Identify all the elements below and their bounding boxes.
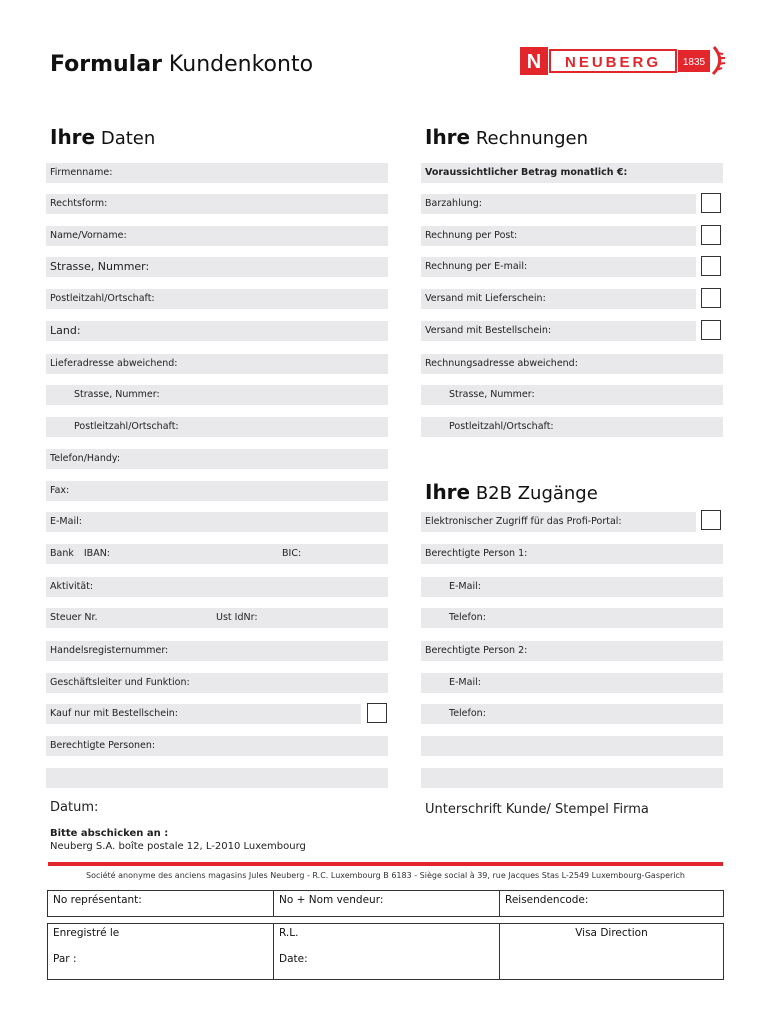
- field-person2[interactable]: Berechtigte Person 2:: [421, 641, 723, 661]
- checkbox-rechnung-post[interactable]: [701, 225, 721, 245]
- bic-label: BIC:: [282, 548, 302, 559]
- field-rechnung-strasse[interactable]: Strasse, Nummer:: [421, 385, 723, 405]
- field-lieferadresse[interactable]: Lieferadresse abweichend:: [46, 354, 388, 374]
- field-aktivitaet[interactable]: Aktivität:: [46, 577, 388, 597]
- label-bestellschein: Versand mit Bestellschein:: [421, 321, 696, 341]
- svg-text:NEUBERG: NEUBERG: [564, 54, 662, 71]
- field-telefon[interactable]: Telefon/Handy:: [46, 449, 388, 469]
- field-handelsregister[interactable]: Handelsregisternummer:: [46, 641, 388, 661]
- cell-no-vendeur[interactable]: No + Nom vendeur:: [274, 891, 500, 917]
- checkbox-lieferschein[interactable]: [701, 288, 721, 308]
- form-title: Formular Kundenkonto: [50, 52, 314, 77]
- field-person1-email[interactable]: E-Mail:: [421, 577, 723, 597]
- label-barzahlung: Barzahlung:: [421, 194, 696, 214]
- field-berechtigte-extra[interactable]: [46, 768, 388, 788]
- svg-text:N: N: [526, 51, 542, 73]
- ust-label: Ust IdNr:: [216, 612, 258, 623]
- field-rechnung-plz[interactable]: Postleitzahl/Ortschaft:: [421, 417, 723, 437]
- field-person1[interactable]: Berechtigte Person 1:: [421, 544, 723, 564]
- field-firmenname[interactable]: Firmenname:: [46, 163, 388, 183]
- cell-enregistre[interactable]: Enregistré le Par :: [48, 924, 274, 980]
- field-steuer[interactable]: Steuer Nr. Ust IdNr:: [46, 608, 388, 628]
- field-fax[interactable]: Fax:: [46, 481, 388, 501]
- field-person2-email[interactable]: E-Mail:: [421, 673, 723, 693]
- field-liefer-plz[interactable]: Postleitzahl/Ortschaft:: [46, 417, 388, 437]
- checkbox-kauf-bestellschein[interactable]: [367, 703, 387, 723]
- field-plz-ort[interactable]: Postleitzahl/Ortschaft:: [46, 289, 388, 309]
- field-berechtigte-personen[interactable]: Berechtigte Personen:: [46, 736, 388, 756]
- checkbox-bestellschein[interactable]: [701, 320, 721, 340]
- field-liefer-strasse[interactable]: Strasse, Nummer:: [46, 385, 388, 405]
- label-rechnung-post: Rechnung per Post:: [421, 226, 696, 246]
- neuberg-logo: [520, 44, 730, 78]
- section-title-daten: Ihre Daten: [50, 125, 156, 149]
- label-lieferschein: Versand mit Lieferschein:: [421, 289, 696, 309]
- office-table-top: [47, 890, 724, 917]
- send-address: Neuberg S.A. boîte postale 12, L-2010 Luxembourg: [50, 841, 306, 852]
- svg-text:1835: 1835: [682, 57, 706, 68]
- office-table-bottom: [47, 923, 724, 980]
- field-bank[interactable]: Bank IBAN: BIC:: [46, 544, 388, 564]
- field-strasse[interactable]: Strasse, Nummer:: [46, 257, 388, 277]
- company-footer: Société anonyme des anciens magasins Jules Neuberg - R.C. Luxembourg B 6183 - Siège social à 39, rue Jacques Stas L-2549 Luxembourg-Gasperich: [86, 871, 685, 880]
- field-b2b-extra1[interactable]: [421, 736, 723, 756]
- checkbox-profi-portal[interactable]: [701, 510, 721, 530]
- field-person1-telefon[interactable]: Telefon:: [421, 608, 723, 628]
- field-person2-telefon[interactable]: Telefon:: [421, 704, 723, 724]
- cell-no-representant[interactable]: No représentant:: [48, 891, 274, 917]
- red-divider: [48, 862, 723, 866]
- send-title: Bitte abschicken an :: [50, 828, 169, 839]
- section-title-rechnungen: Ihre Rechnungen: [425, 125, 589, 149]
- field-betrag[interactable]: Voraussichtlicher Betrag monatlich €:: [421, 163, 723, 183]
- cell-visa[interactable]: Visa Direction: [500, 924, 724, 980]
- field-rechtsform[interactable]: Rechtsform:: [46, 194, 388, 214]
- field-kauf-bestellschein: Kauf nur mit Bestellschein:: [46, 704, 361, 724]
- unterschrift-label: Unterschrift Kunde/ Stempel Firma: [425, 802, 649, 817]
- label-rechnung-email: Rechnung per E-mail:: [421, 257, 696, 277]
- section-title-b2b: Ihre B2B Zugänge: [425, 480, 598, 504]
- checkbox-barzahlung[interactable]: [701, 193, 721, 213]
- field-land[interactable]: Land:: [46, 321, 388, 341]
- checkbox-rechnung-email[interactable]: [701, 256, 721, 276]
- field-rechnungsadresse[interactable]: Rechnungsadresse abweichend:: [421, 354, 723, 374]
- field-name-vorname[interactable]: Name/Vorname:: [46, 226, 388, 246]
- field-email[interactable]: E-Mail:: [46, 512, 388, 532]
- label-profi-portal: Elektronischer Zugriff für das Profi-Portal:: [421, 512, 696, 532]
- cell-reisendencode[interactable]: Reisendencode:: [500, 891, 724, 917]
- datum-label: Datum:: [50, 800, 99, 815]
- cell-rl[interactable]: R.L. Date:: [274, 924, 500, 980]
- field-geschaeftsleiter[interactable]: Geschäftsleiter und Funktion:: [46, 673, 388, 693]
- field-b2b-extra2[interactable]: [421, 768, 723, 788]
